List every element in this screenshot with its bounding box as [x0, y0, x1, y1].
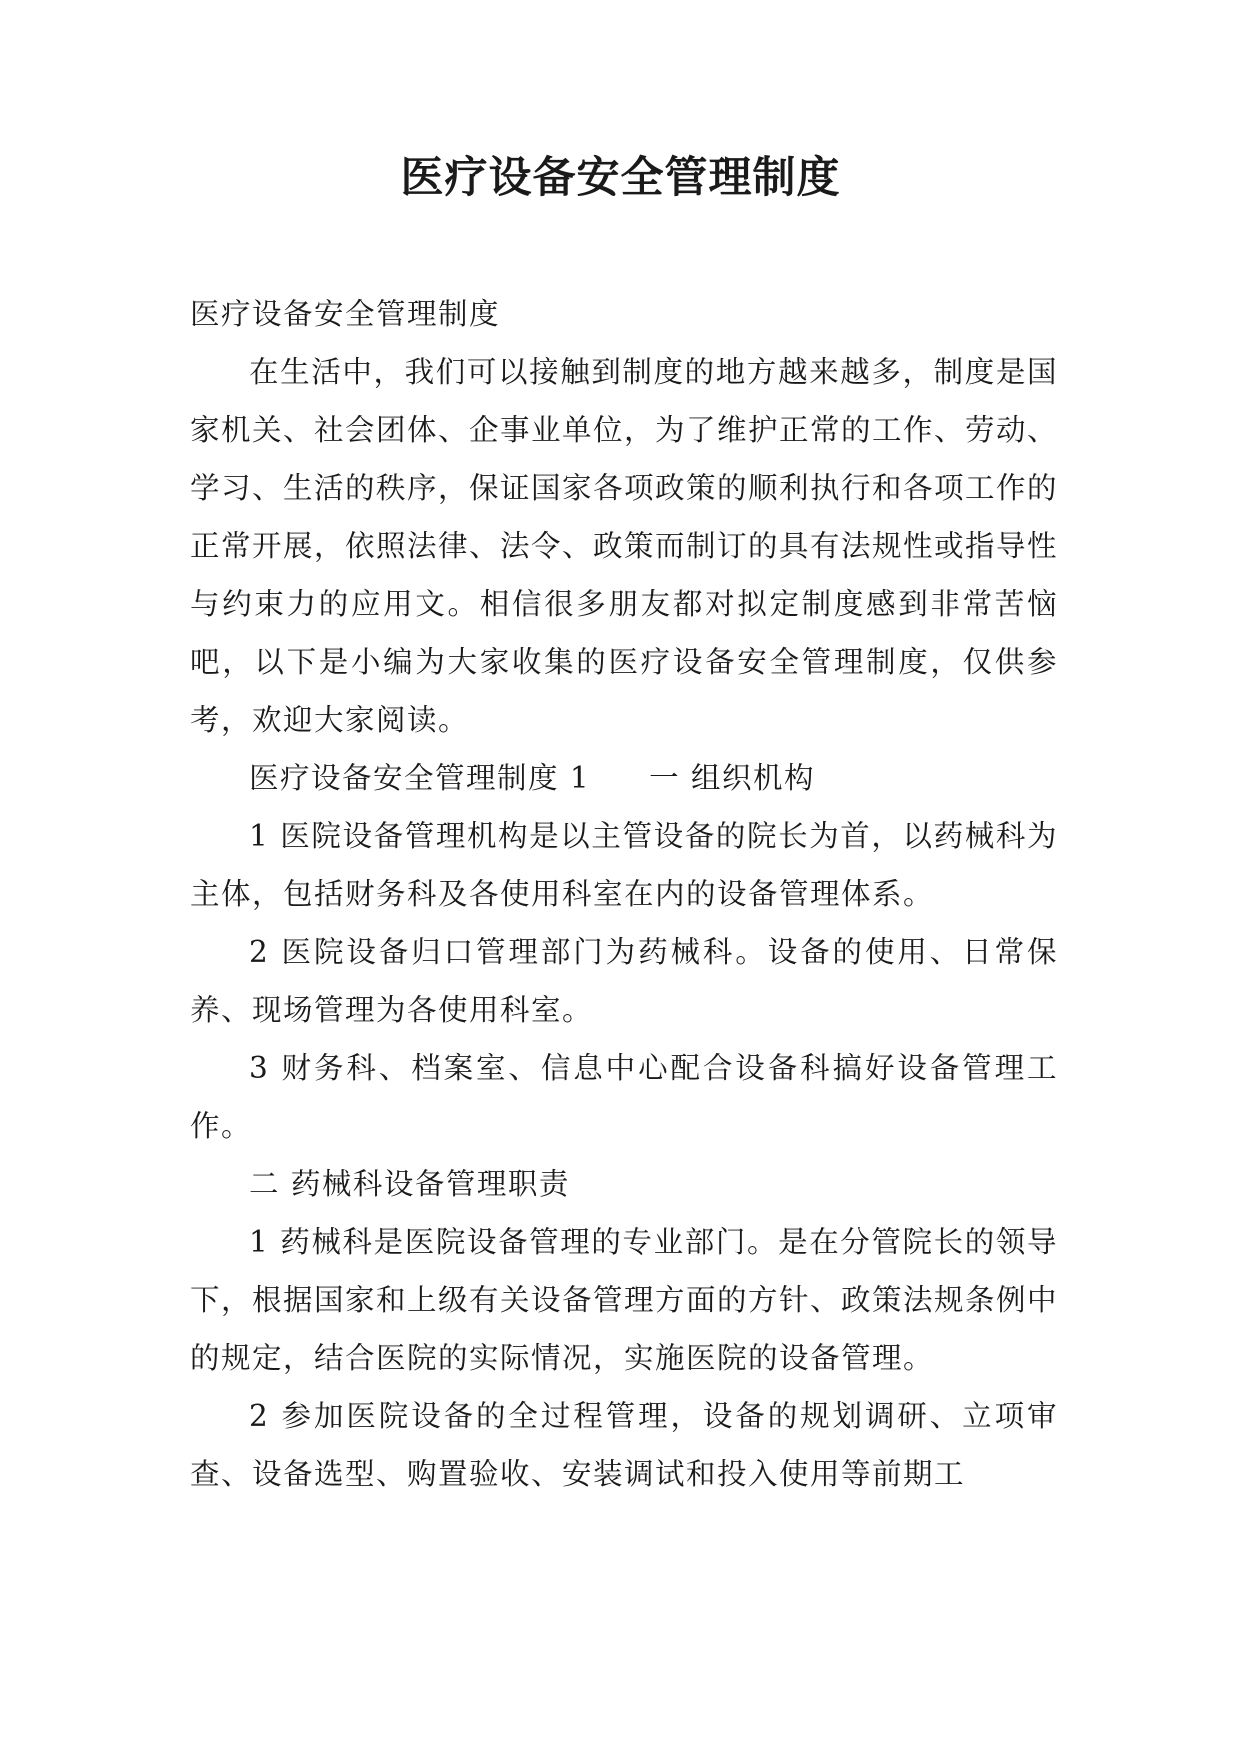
paragraph-item-2: 2 医院设备归口管理部门为药械科。设备的使用、日常保养、现场管理为各使用科室。	[190, 935, 1058, 1027]
section-heading-2: 二 药械科设备管理职责	[249, 1167, 570, 1201]
paragraph-intro: 在生活中，我们可以接触到制度的地方越来越多，制度是国家机关、社会团体、企事业单位，为了维护正常的工作、劳动、学习、生活的秩序，保证国家各项政策的顺利执行和各项工作的正常开展，依照法律、法令、政策而制订的具有法规性或指导性与约束力的应用文。相信很多朋友都对拟定制度感到非常苦恼吧，以下是小编为大家收集的医疗设备安全管理制度，仅供参考，欢迎大家阅读。	[190, 355, 1059, 737]
document-body	[190, 285, 1058, 1503]
document-title: 医疗设备安全管理制度	[400, 153, 841, 203]
paragraph-item-1: 1 医院设备管理机构是以主管设备的院长为首，以药械科为主体，包括财务科及各使用科室在内的设备管理体系。	[190, 819, 1058, 911]
paragraph-duty-2: 2 参加医院设备的全过程管理，设备的规划调研、立项审查、设备选型、购置验收、安装调试和投入使用等前期工	[190, 1399, 1058, 1491]
section-heading: 一 组织机构	[649, 761, 816, 795]
section-title-prefix: 医疗设备安全管理制度 1	[249, 761, 591, 795]
paragraph-duty-1: 1 药械科是医院设备管理的专业部门。是在分管院长的领导下，根据国家和上级有关设备管理方面的方针、政策法规条例中的规定，结合医院的实际情况，实施医院的设备管理。	[190, 1225, 1059, 1375]
section-heading-line	[190, 749, 1058, 807]
paragraph-subtitle: 医疗设备安全管理制度	[190, 297, 501, 331]
paragraph-item-3: 3 财务科、档案室、信息中心配合设备科搞好设备管理工作。	[190, 1051, 1058, 1143]
